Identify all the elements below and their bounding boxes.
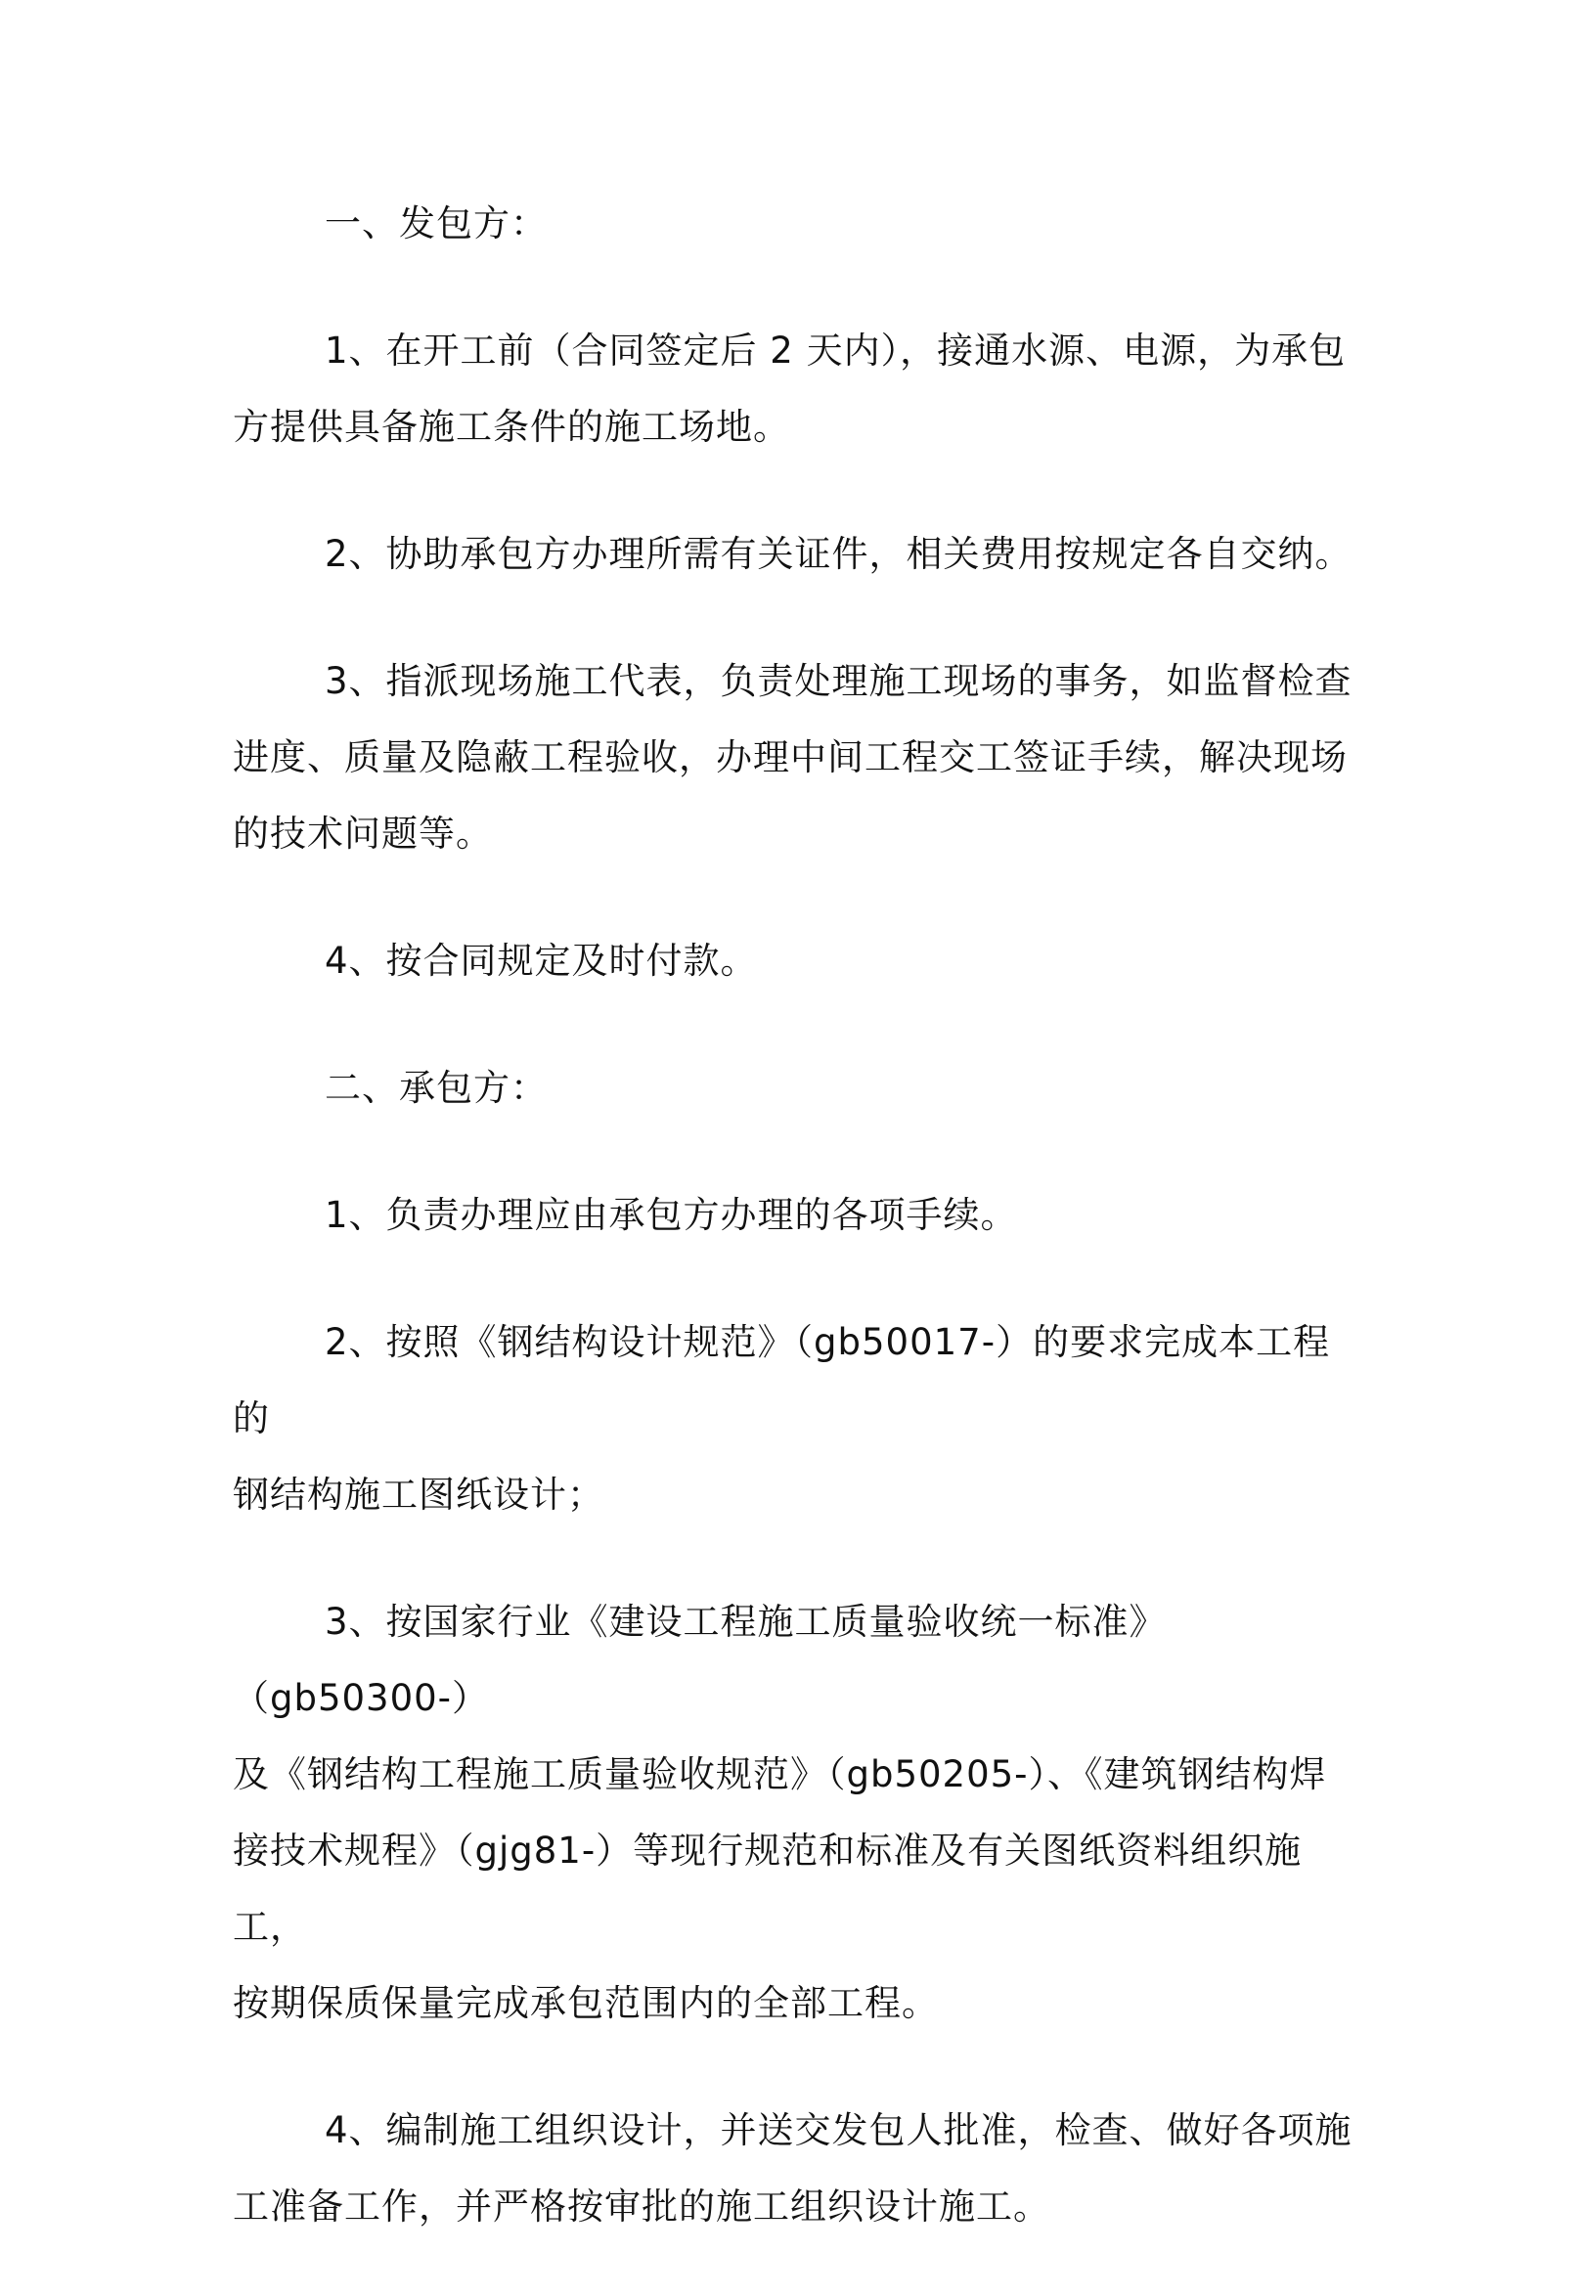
paragraph-line: 钢结构施工图纸设计； bbox=[233, 1474, 604, 1516]
paragraph bbox=[233, 643, 1367, 872]
paragraph bbox=[233, 1584, 1367, 2042]
paragraph-line: 4、按合同规定及时付款。 bbox=[325, 940, 758, 982]
paragraph-line: 方提供具备施工条件的施工场地。 bbox=[233, 406, 790, 448]
paragraph bbox=[233, 516, 1367, 593]
section-heading-text: 二、承包方： bbox=[325, 1067, 548, 1109]
paragraph bbox=[233, 1304, 1367, 1533]
paragraph-line: 1、在开工前（合同签定后 2 天内），接通水源、电源，为承包 bbox=[325, 330, 1347, 372]
paragraph-line: 及《钢结构工程施工质量验收规范》（gb50205-）、《建筑钢结构焊 bbox=[233, 1753, 1327, 1795]
paragraph bbox=[233, 2093, 1367, 2245]
paragraph-line: 3、指派现场施工代表，负责处理施工现场的事务，如监督检查 bbox=[325, 660, 1352, 702]
paragraph-line: 接技术规程》（gjg81-）等现行规范和标准及有关图纸资料组织施工， bbox=[233, 1830, 1303, 1948]
paragraph bbox=[233, 1177, 1367, 1254]
paragraph-line: 按期保质保量完成承包范围内的全部工程。 bbox=[233, 1982, 939, 2024]
section-heading bbox=[233, 1050, 1367, 1126]
paragraph-line: 1、负责办理应由承包方办理的各项手续。 bbox=[325, 1194, 1018, 1236]
paragraph-line: 2、按照《钢结构设计规范》（gb50017-）的要求完成本工程的 bbox=[233, 1321, 1331, 1439]
paragraph-line: 3、按国家行业《建设工程施工质量验收统一标准》（gb50300-） bbox=[233, 1601, 1167, 1719]
document-page bbox=[233, 186, 1367, 2296]
paragraph bbox=[233, 923, 1367, 999]
paragraph-line: 工准备工作，并严格按审批的施工组织设计施工。 bbox=[233, 2186, 1050, 2228]
paragraph-line: 的技术问题等。 bbox=[233, 813, 493, 855]
paragraph-line: 进度、质量及隐蔽工程验收，办理中间工程交工签证手续，解决现场 bbox=[233, 736, 1348, 778]
paragraph-line: 4、编制施工组织设计，并送交发包人批准，检查、做好各项施 bbox=[325, 2109, 1352, 2151]
section-heading-text: 一、发包方： bbox=[325, 202, 548, 244]
paragraph bbox=[233, 313, 1367, 465]
section-heading bbox=[233, 186, 1367, 262]
paragraph-line: 2、协助承包方办理所需有关证件，相关费用按规定各自交纳。 bbox=[325, 533, 1352, 575]
